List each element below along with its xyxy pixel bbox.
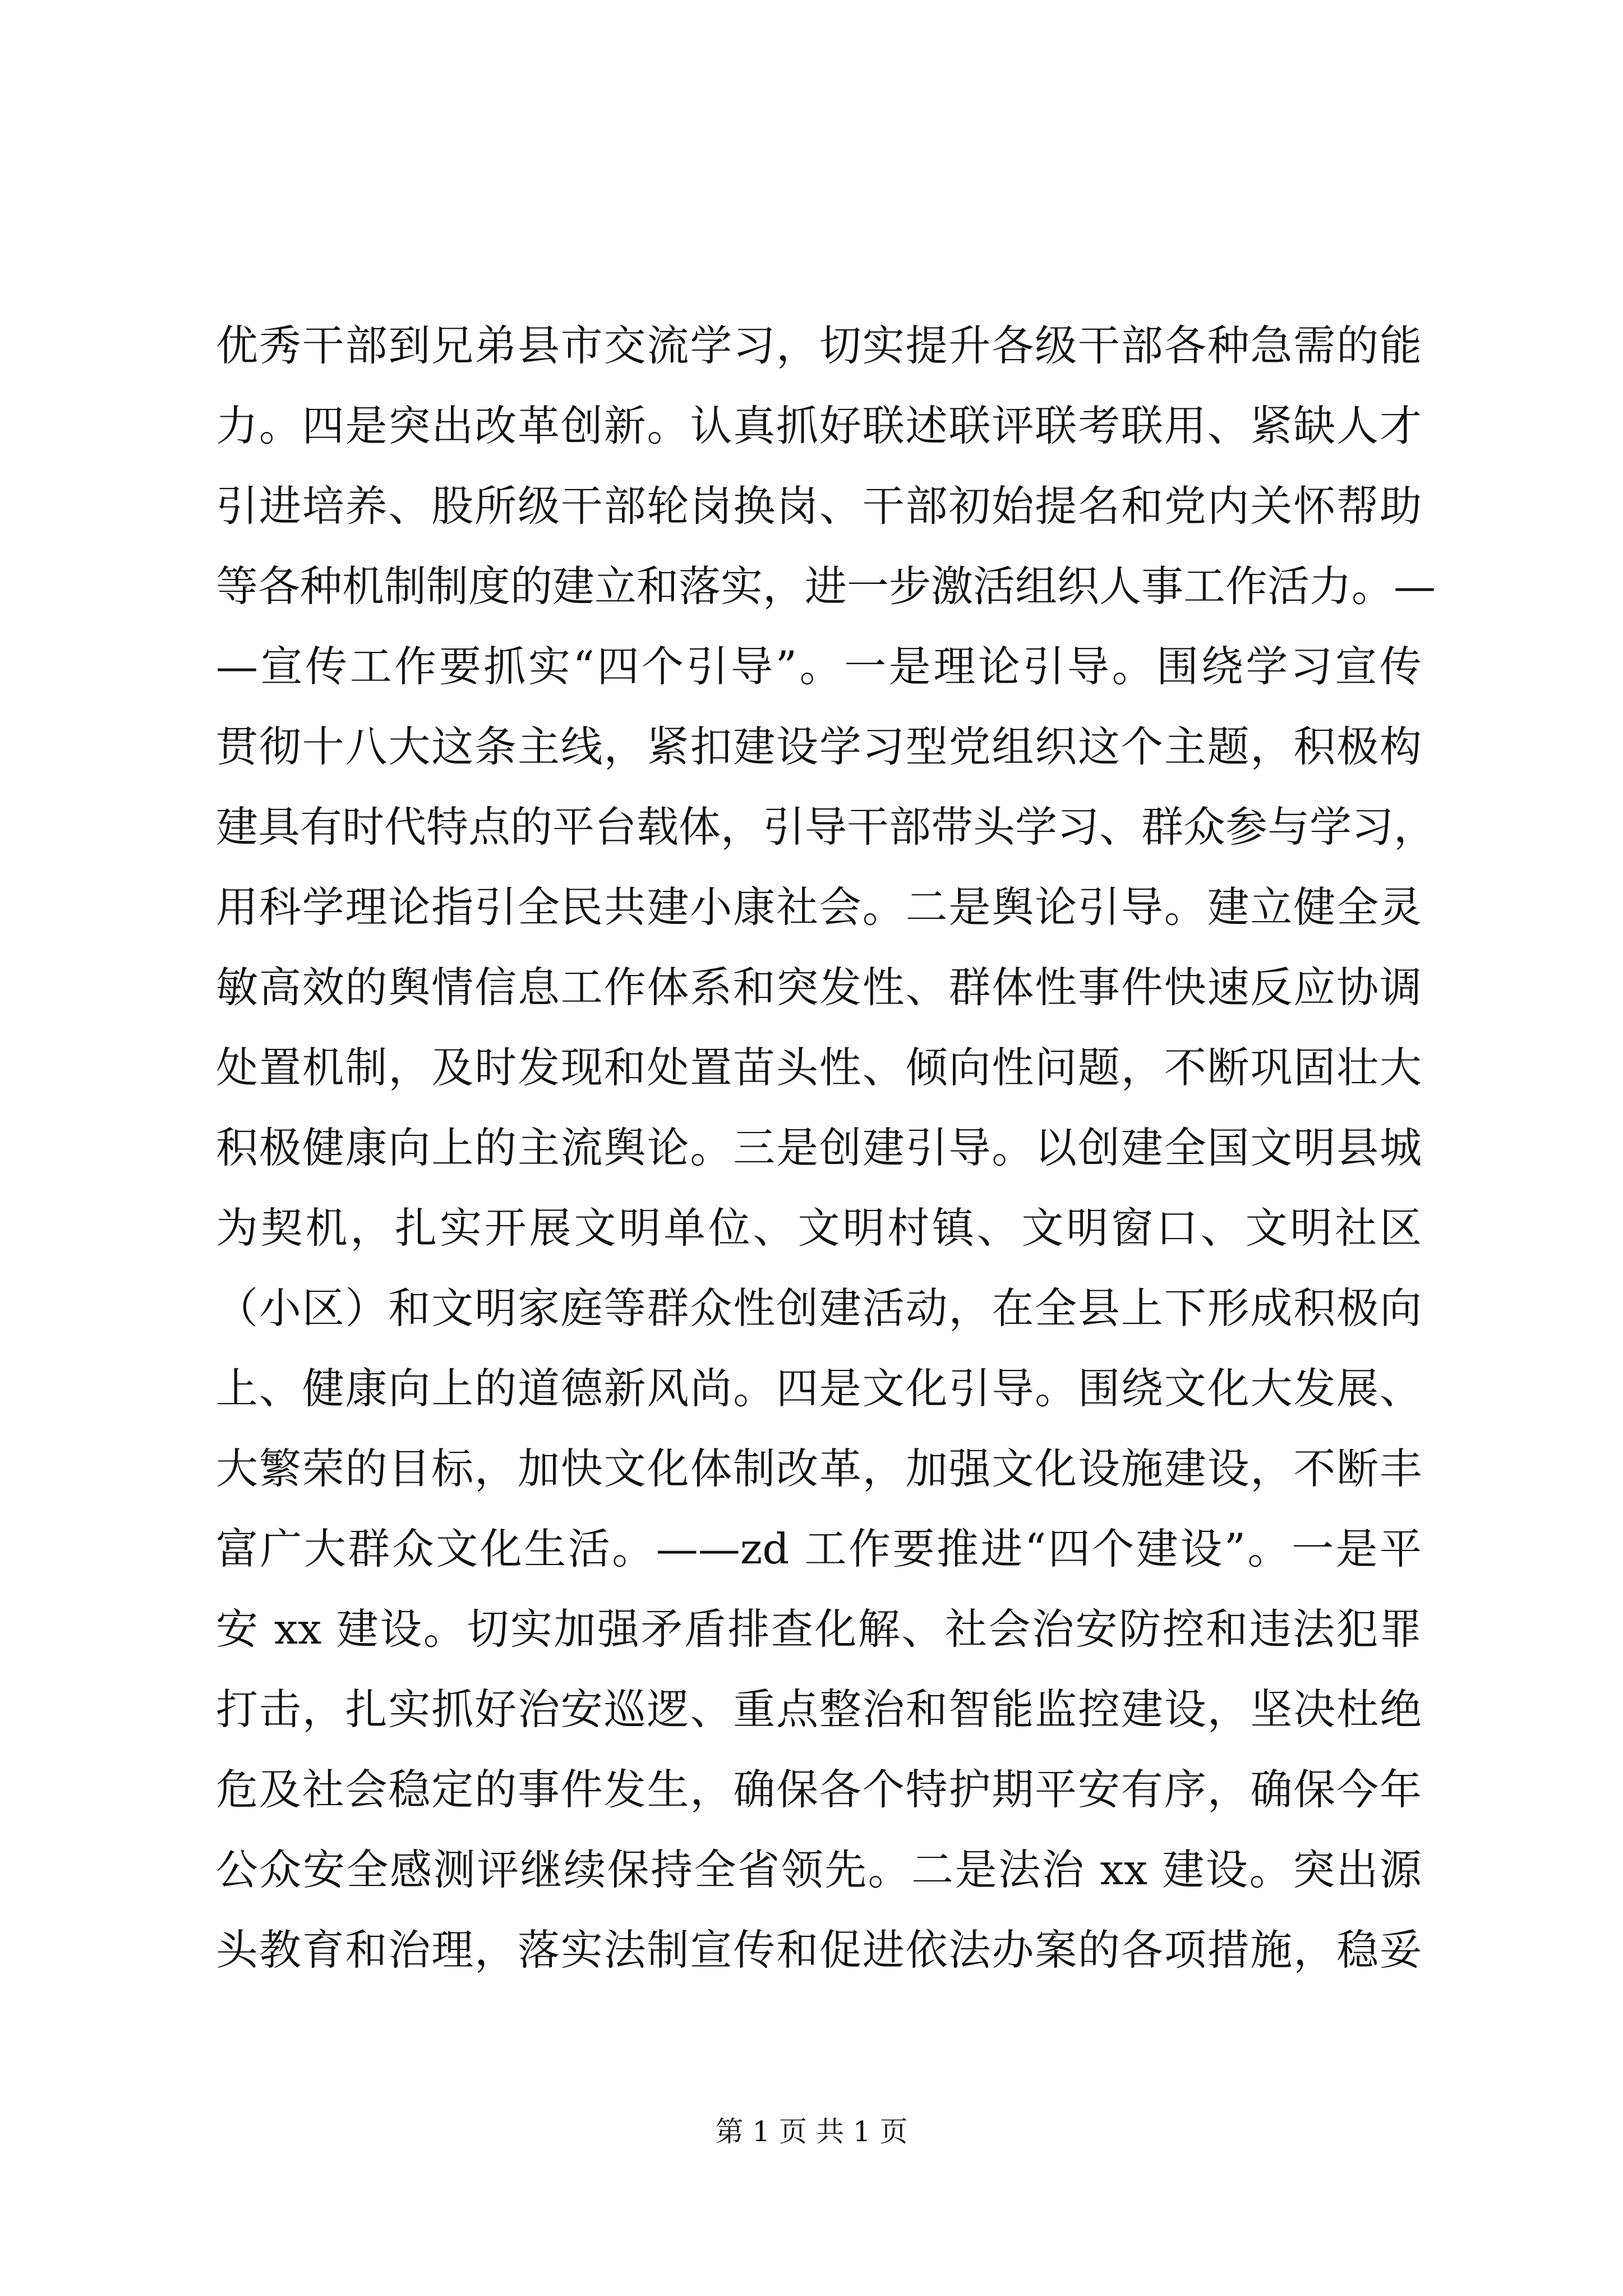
text-line: 安 xx 建设。切实加强矛盾排查化解、社会治安防控和违法犯罪: [216, 1604, 1422, 1654]
text-line: 上、健康向上的道德新风尚。四是文化引导。围绕文化大发展、: [216, 1364, 1422, 1413]
text-line: 敏高效的舆情信息工作体系和突发性、群体性事件快速反应协调: [216, 963, 1422, 1012]
text-line: 等各种机制制度的建立和落实，进一步激活组织人事工作活力。—: [216, 562, 1436, 611]
text-line: 建具有时代特点的平台载体，引导干部带头学习、群众参与学习，: [216, 802, 1436, 852]
body-paragraph: [216, 306, 1436, 1990]
text-line: 危及社会稳定的事件发生，确保各个特护期平安有序，确保今年: [216, 1765, 1422, 1814]
page-footer: [0, 2115, 1623, 2148]
text-line: 贯彻十八大这条主线，紧扣建设学习型党组织这个主题，积极构: [216, 722, 1422, 771]
text-line: 大繁荣的目标，加快文化体制改革，加强文化设施建设，不断丰: [216, 1444, 1422, 1493]
text-line: —宣传工作要抓实“四个引导”。一是理论引导。围绕学习宣传: [216, 642, 1422, 691]
text-line: 用科学理论指引全民共建小康社会。二是舆论引导。建立健全灵: [216, 882, 1422, 932]
text-line: 积极健康向上的主流舆论。三是创建引导。以创建全国文明县城: [216, 1123, 1422, 1172]
text-line: 打击，扎实抓好治安巡逻、重点整治和智能监控建设，坚决杜绝: [216, 1685, 1422, 1734]
text-line: 公众安全感测评继续保持全省领先。二是法治 xx 建设。突出源: [216, 1845, 1422, 1894]
text-line: 处置机制，及时发现和处置苗头性、倾向性问题，不断巩固壮大: [216, 1043, 1422, 1092]
text-line: 力。四是突出改革创新。认真抓好联述联评联考联用、紧缺人才: [216, 401, 1422, 450]
text-line: 引进培养、股所级干部轮岗换岗、干部初始提名和党内关怀帮助: [216, 481, 1422, 531]
text-line: 为契机，扎实开展文明单位、文明村镇、文明窗口、文明社区: [216, 1203, 1422, 1253]
text-line: 头教育和治理，落实法制宣传和促进依法办案的各项措施，稳妥: [216, 1925, 1422, 1975]
text-line: 优秀干部到兄弟县市交流学习，切实提升各级干部各种急需的能: [216, 321, 1422, 370]
page-number-label: 第 1 页 共 1 页: [715, 2115, 908, 2148]
text-line: 富广大群众文化生活。——zd 工作要推进“四个建设”。一是平: [216, 1524, 1422, 1573]
text-line: （小区）和文明家庭等群众性创建活动，在全县上下形成积极向: [216, 1283, 1422, 1333]
